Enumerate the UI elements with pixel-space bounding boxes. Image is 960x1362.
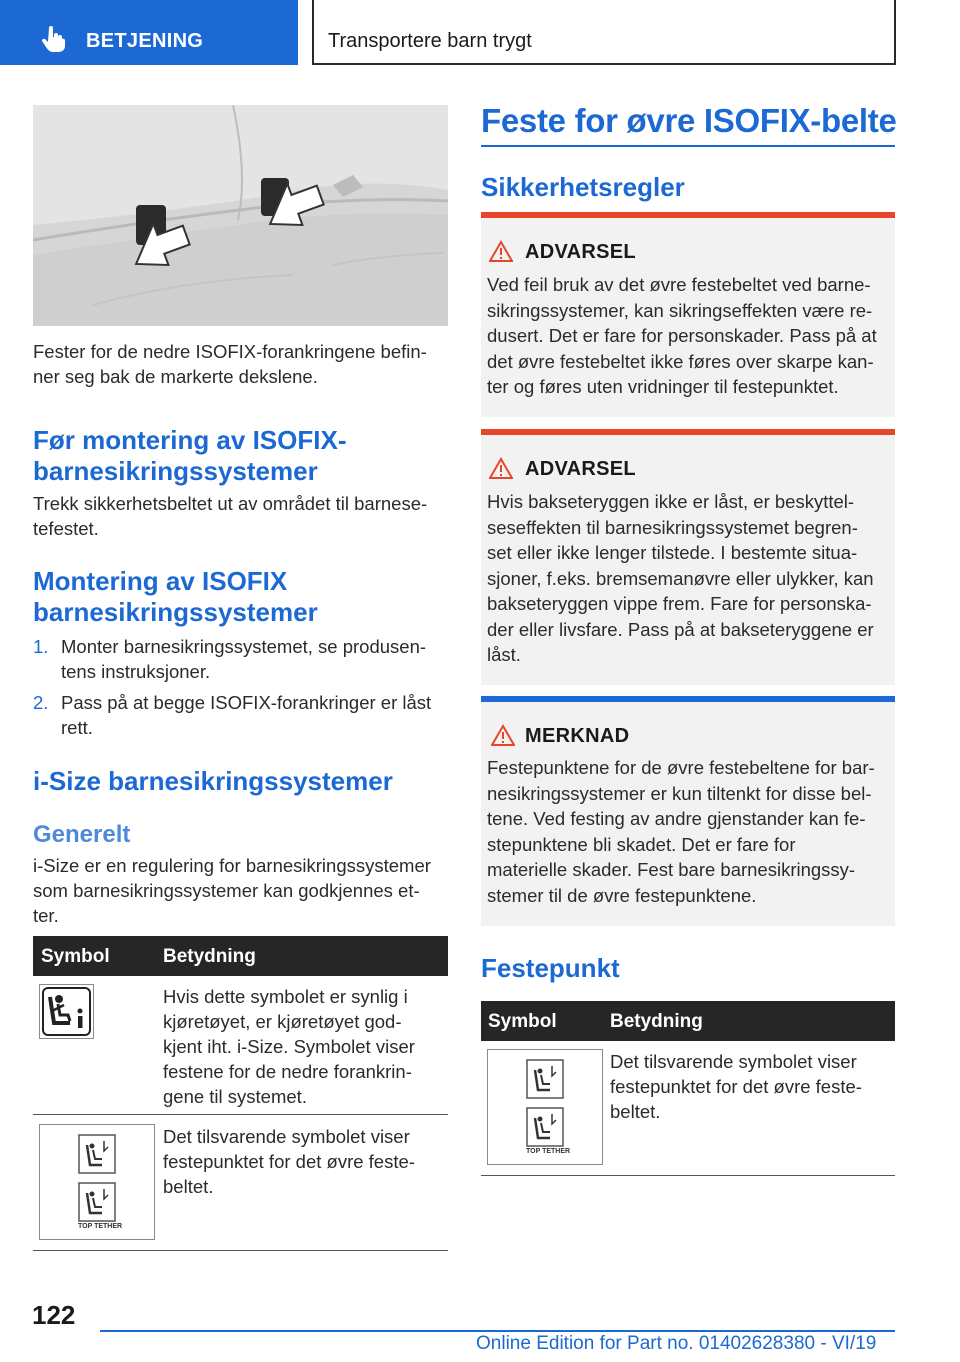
top-tether-label: TOP TETHER: [78, 1223, 123, 1230]
note-box: [481, 696, 895, 926]
text-line: dusert. Det er fare for personskader. Pass på at: [487, 325, 877, 346]
column-header-meaning: Betydning: [163, 946, 256, 967]
page-title: Feste for øvre ISOFIX-belte: [481, 102, 897, 139]
text-line: stepunktene bli skadet. Det er fare for: [487, 833, 796, 855]
text-line: Hvis bakseteryggen ikke er låst, er beskyttel-: [487, 491, 855, 512]
text-line: låst.: [487, 644, 521, 665]
top-tether-label: TOP TETHER: [526, 1148, 571, 1155]
table-row-divider: [33, 1250, 448, 1251]
photo-caption: [33, 339, 427, 389]
text-line: Det tilsvarende symbolet viser: [163, 1126, 410, 1147]
text-line: festepunktet for det øvre feste-: [163, 1151, 415, 1172]
general-text: [33, 853, 431, 928]
caption-line: ner seg bak de markerte dekslene.: [33, 366, 318, 387]
isize-symbol: [39, 984, 94, 1039]
text-line: ter.: [33, 905, 59, 926]
step-line: Pass på at begge ISOFIX-forankringer er låst: [61, 692, 432, 713]
step-line: Monter barnesikringssystemet, se produsen-: [61, 636, 427, 657]
heading-line: barnesikringssystemer: [33, 597, 318, 627]
caption-line: Fester for de nedre ISOFIX-forankringene befin-: [33, 341, 427, 362]
chapter-title: Transportere barn trygt: [328, 30, 532, 52]
table-row-divider: [33, 1114, 448, 1115]
warning-text: [487, 489, 889, 668]
text-line: tene. Ved festing av andre gjenstander kan fe-: [487, 808, 866, 829]
warning-text: [487, 272, 889, 400]
text-line: i-Size er en regulering for barnesikringssystemer: [33, 855, 431, 876]
text-line: nesikringssystemer er kun tiltenkt for disse bel-: [487, 782, 872, 804]
before-mounting-text: [33, 491, 427, 541]
text-line: stemer til de øvre festepunktene.: [487, 884, 757, 906]
heading-line: barnesikringssystemer: [33, 456, 318, 486]
hand-pointer-icon: [40, 26, 66, 52]
heading-general: Generelt: [33, 821, 131, 848]
edition-link[interactable]: Online Edition for Part no. 01402628380 - VI/19: [476, 1333, 877, 1354]
step-body: [61, 690, 431, 740]
text-line: ter og føres uten vridninger til festepunktet.: [487, 376, 839, 397]
heading-safety: Sikkerhetsregler: [481, 172, 685, 202]
text-line: Festepunktene for de øvre festebeltene for bar-: [487, 757, 875, 778]
note-text: [487, 755, 889, 908]
table-header: [481, 1001, 895, 1041]
warning-bar: [481, 429, 895, 435]
column-header-meaning: Betydning: [610, 1011, 703, 1032]
step-line: tens instruksjoner.: [61, 661, 211, 682]
seat-illustration: [33, 105, 448, 326]
top-tether-symbols: [487, 1049, 603, 1165]
text-line: det øvre festebeltet ikke føres over skarpe kan-: [487, 350, 874, 372]
section-label: BETJENING: [86, 30, 204, 52]
text-line: gene til systemet.: [163, 1086, 307, 1107]
heading-line: Før montering av ISOFIX-: [33, 425, 347, 455]
text-line: Ved feil bruk av det øvre festebeltet ved barne-: [487, 274, 871, 295]
section-tab[interactable]: [0, 0, 298, 65]
text-line: der eller livsfare. Pass på at bakseteryggene er: [487, 618, 874, 640]
table-header: [33, 936, 448, 976]
step-item: [33, 690, 448, 740]
step-number: 1.: [33, 636, 49, 657]
table-row-divider: [481, 1175, 895, 1176]
chapter-header: [312, 0, 896, 65]
note-bar: [481, 696, 895, 702]
text-line: kjøretøyet, er kjøretøyet god-: [163, 1011, 402, 1032]
text-line: beltet.: [163, 1176, 214, 1197]
text-line: bakseteryggen vippe frem. Fare for personska-: [487, 593, 872, 614]
step-line: rett.: [61, 717, 93, 738]
text-line: materielle skader. Fest bare barnesikringssy-: [487, 859, 856, 880]
top-tether-icon: [40, 1125, 154, 1239]
warning-title: ADVARSEL: [525, 241, 636, 263]
text-line: sjoner, f.eks. bremsemanøvre eller ulykker, kan: [487, 567, 874, 589]
footer-rule: [100, 1330, 895, 1332]
top-tether-icon: [488, 1050, 602, 1164]
table-row-meaning: [610, 1049, 862, 1124]
step-number: 2.: [33, 692, 49, 713]
text-line: beltet.: [610, 1101, 661, 1122]
text-line: Trekk sikkerhetsbeltet ut av området til barnese-: [33, 493, 428, 514]
text-line: som barnesikringssystemer kan godkjennes et-: [33, 880, 420, 901]
step-body: [61, 634, 426, 684]
text-line: Det tilsvarende symbolet viser: [610, 1051, 857, 1072]
text-line: tefestet.: [33, 518, 99, 539]
heading-line: Montering av ISOFIX: [33, 566, 288, 596]
heading-mounting: [33, 566, 318, 628]
table-row-meaning: [163, 1124, 415, 1199]
heading-isize: i-Size barnesikringssystemer: [33, 766, 393, 796]
table-row-meaning: [163, 984, 415, 1109]
note-title: MERKNAD: [525, 725, 630, 747]
heading-before-mounting: [33, 425, 346, 487]
warning-box: [481, 212, 895, 417]
warning-triangle-icon: [491, 724, 515, 746]
warning-bar: [481, 212, 895, 218]
text-line: seseffekten til barnesikringssystemet begren-: [487, 516, 858, 538]
text-line: sikringssystemer, kan sikringseffekten være re-: [487, 299, 873, 321]
warning-title: ADVARSEL: [525, 458, 636, 480]
step-item: [33, 634, 448, 684]
title-underline: [481, 145, 895, 147]
top-tether-symbols: [39, 1124, 155, 1240]
warning-triangle-icon: [489, 457, 513, 479]
heading-anchor-point: Festepunkt: [481, 953, 620, 983]
text-line: set eller ikke lenger tilstede. I bestemte situa-: [487, 542, 858, 563]
rear-seat-photo: [33, 105, 448, 326]
column-header-symbol: Symbol: [41, 946, 110, 967]
page-number: 122: [32, 1300, 76, 1330]
warning-triangle-icon: [489, 240, 513, 262]
text-line: Hvis dette symbolet er synlig i: [163, 986, 408, 1007]
column-header-symbol: Symbol: [488, 1011, 557, 1032]
child-seat-isize-icon: [40, 985, 93, 1038]
text-line: festepunktet for det øvre feste-: [610, 1076, 862, 1097]
text-line: kjent iht. i-Size. Symbolet viser: [163, 1036, 415, 1057]
text-line: festene for de nedre forankrin-: [163, 1061, 412, 1082]
warning-box: [481, 429, 895, 685]
